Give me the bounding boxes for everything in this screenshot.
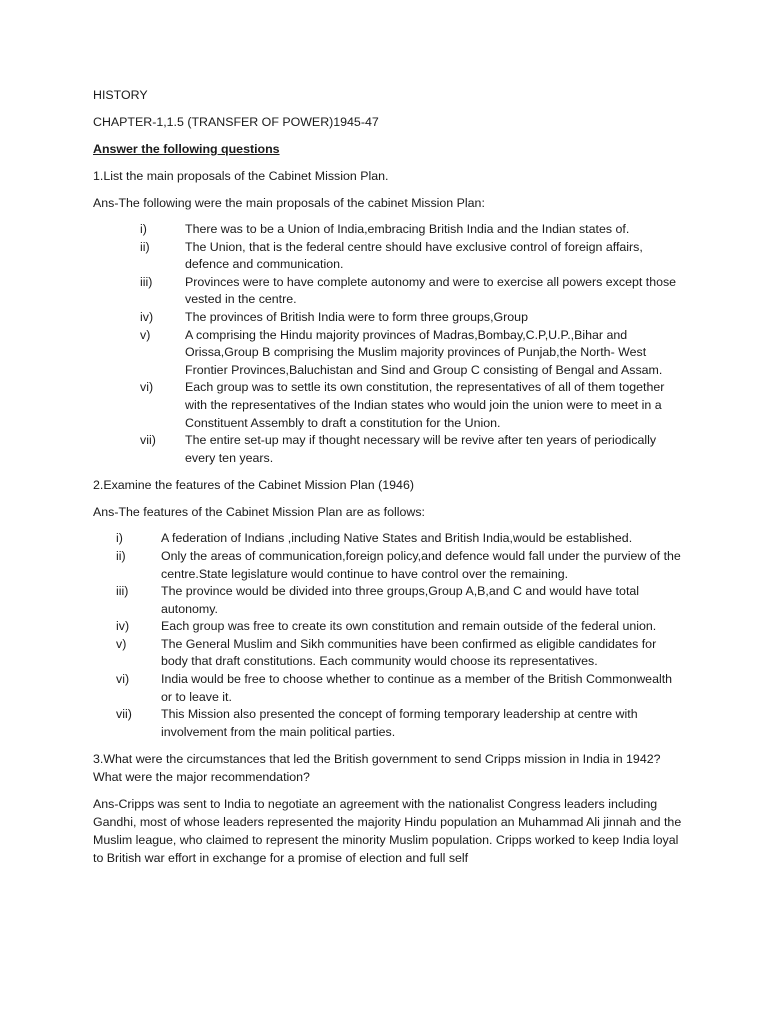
list-item: [93, 432, 683, 467]
list-item: [93, 239, 683, 274]
list-number: iv): [116, 619, 130, 634]
list-item: [93, 706, 683, 741]
list-number: vi): [116, 672, 130, 687]
instruction-heading: Answer the following questions: [93, 142, 280, 156]
q3-answer: Ans-Cripps was sent to India to negotiate an agreement with the nationalist Congress leaders including Gandhi, most of whose leaders represented the majority Hindu population an Muhammad Ali jinnah and the Muslim league, who claimed to represent the minority Muslim population. Cripps worked to keep India loyal to British war effort in exchange for a promise of election and full self: [93, 797, 682, 866]
list-item: [93, 583, 683, 618]
q1-answer-intro: Ans-The following were the main proposals of the cabinet Mission Plan:: [93, 196, 485, 210]
list-text: The province would be divided into three groups,Group A,B,and C and would have total autonomy.: [161, 584, 640, 616]
list-text: The General Muslim and Sikh communities have been confirmed as eligible candidates for body that draft constitutions. Each community would choose its representatives.: [161, 636, 657, 669]
list-number: v): [140, 327, 151, 342]
document-page: [93, 86, 683, 867]
list-text: The entire set-up may if thought necessary will be revive after ten years of periodically every ten years.: [185, 433, 657, 465]
list-text: This Mission also presented the concept of forming temporary leadership at centre with involvement from the main political parties.: [161, 707, 638, 739]
list-item: [93, 530, 683, 548]
list-number: vi): [140, 380, 154, 395]
list-item: [93, 618, 683, 636]
q2-question: 2.Examine the features of the Cabinet Mission Plan (1946): [93, 478, 414, 493]
list-text: The provinces of British India were to form three groups,Group: [185, 309, 528, 324]
list-item: [93, 309, 683, 327]
list-number: iii): [116, 584, 129, 599]
list-text: A comprising the Hindu majority provinces of Madras,Bombay,C.P,U.P.,Bihar and Orissa,Group B comprising the Muslim majority provinces of Punjab,the North- West Frontier Provinces,Baluchistan and Sind and Group C consisting of Bengal and Assam.: [185, 327, 663, 377]
list-number: vii): [140, 433, 156, 448]
list-number: i): [116, 531, 123, 546]
q1-list: [93, 221, 683, 467]
list-number: iv): [140, 309, 154, 324]
list-item: [93, 379, 683, 432]
chapter-title: CHAPTER-1,1.5 (TRANSFER OF POWER)1945-47: [93, 115, 379, 129]
list-text: There was to be a Union of India,embracing British India and the Indian states of.: [185, 222, 630, 236]
list-text: Each group was free to create its own constitution and remain outside of the federal union.: [161, 619, 657, 634]
subject-title: HISTORY: [93, 88, 148, 102]
list-item: [93, 274, 683, 309]
list-number: vii): [116, 707, 132, 722]
list-item: [93, 221, 683, 239]
list-item: [93, 548, 683, 583]
list-text: Only the areas of communication,foreign policy,and defence would fall under the purview of the centre.State legislature would continue to have control over the remaining.: [161, 548, 681, 581]
list-number: ii): [116, 548, 126, 563]
q2-list: [93, 530, 683, 741]
list-number: ii): [140, 239, 150, 254]
q3-question: 3.What were the circumstances that led the British government to send Cripps mission in India in 1942? What were the major recommendation?: [93, 752, 661, 785]
list-number: iii): [140, 274, 153, 289]
list-text: India would be free to choose whether to continue as a member of the British Commonwealth or to leave it.: [161, 672, 673, 704]
q1-question: 1.List the main proposals of the Cabinet Mission Plan.: [93, 169, 389, 183]
list-text: Provinces were to have complete autonomy and were to exercise all powers except those vested in the centre.: [185, 274, 677, 307]
list-text: A federation of Indians ,including Native States and British India,would be established.: [161, 531, 633, 546]
q2-answer-intro: Ans-The features of the Cabinet Mission Plan are as follows:: [93, 505, 425, 520]
list-text: The Union, that is the federal centre should have exclusive control of foreign affairs, defence and communication.: [185, 239, 643, 272]
list-number: i): [140, 222, 147, 236]
list-text: Each group was to settle its own constitution, the representatives of all of them together with the representatives of the Indian states who would join the union were to meet in a Constituent Assembly to draft a constitution for the Union.: [185, 380, 665, 430]
list-item: [93, 636, 683, 671]
list-item: [93, 327, 683, 380]
list-number: v): [116, 636, 127, 651]
list-item: [93, 671, 683, 706]
